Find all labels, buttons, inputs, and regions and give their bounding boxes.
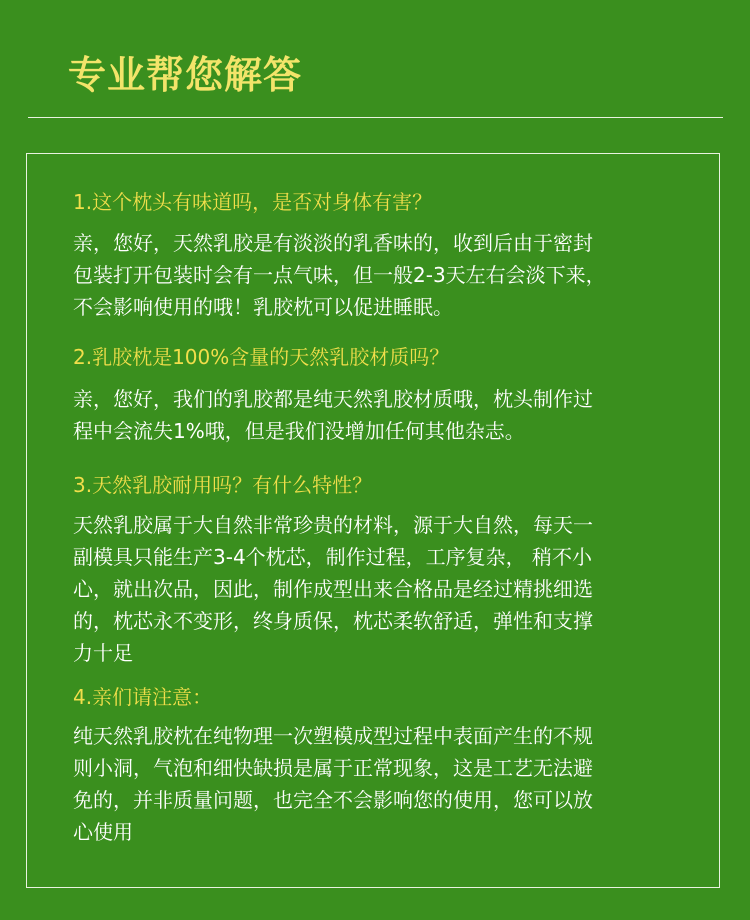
answer-line: 不会影响使用的哦！乳胶枕可以促进睡眠。 xyxy=(73,295,453,319)
page-title: 专业帮您解答 xyxy=(68,53,303,97)
title-divider xyxy=(28,117,723,118)
question-3: 3.天然乳胶耐用吗？有什么特性？ xyxy=(73,473,373,497)
answer-line: 副模具只能生产3-4个枕芯，制作过程，工序复杂， 稍不小 xyxy=(73,545,593,569)
question-2: 2.乳胶枕是100%含量的天然乳胶材质吗？ xyxy=(73,345,450,369)
answer-line: 免的，并非质量问题，也完全不会影响您的使用，您可以放 xyxy=(73,788,593,812)
answer-2 xyxy=(73,383,713,447)
answer-line: 心，就出次品，因此，制作成型出来合格品是经过精挑细选 xyxy=(73,577,593,601)
answer-3 xyxy=(73,509,713,669)
answer-line: 力十足 xyxy=(73,641,133,665)
answer-line: 包装打开包装时会有一点气味，但一般2-3天左右会淡下来， xyxy=(73,263,606,287)
answer-line: 则小洞，气泡和细快缺损是属于正常现象，这是工艺无法避 xyxy=(73,756,593,780)
answer-4 xyxy=(73,720,713,848)
answer-line: 程中会流失1%哦，但是我们没增加任何其他杂志。 xyxy=(73,419,525,443)
question-1: 1.这个枕头有味道吗，是否对身体有害？ xyxy=(73,190,433,214)
answer-line: 纯天然乳胶枕在纯物理一次塑模成型过程中表面产生的不规 xyxy=(73,724,593,748)
answer-line: 心使用 xyxy=(73,820,133,844)
qa-panel xyxy=(26,153,720,888)
answer-1 xyxy=(73,227,713,323)
answer-line: 的，枕芯永不变形，终身质保，枕芯柔软舒适，弹性和支撑 xyxy=(73,609,593,633)
question-4: 4.亲们请注意： xyxy=(73,685,213,709)
answer-line: 天然乳胶属于大自然非常珍贵的材料，源于大自然，每天一 xyxy=(73,513,593,537)
answer-line: 亲，您好，我们的乳胶都是纯天然乳胶材质哦，枕头制作过 xyxy=(73,387,593,411)
answer-line: 亲，您好，天然乳胶是有淡淡的乳香味的，收到后由于密封 xyxy=(73,231,593,255)
